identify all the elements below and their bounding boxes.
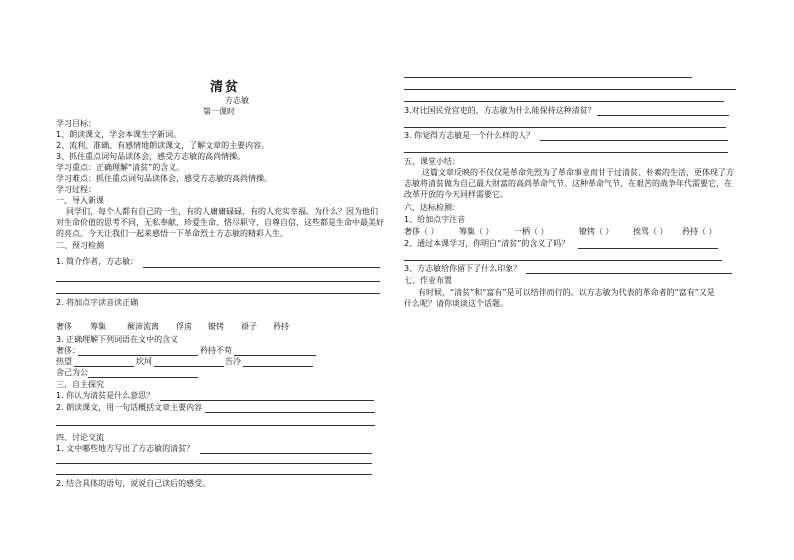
question-author: 1. 简介作者，方志敏： — [56, 257, 139, 266]
answer-line[interactable] — [56, 463, 372, 464]
intro-line-2: 对生命价值的思考不同，无私奉献、珍爱生命、恪尽职守、自尊自信，这些都是生命中最美好 — [56, 218, 384, 227]
pinyin-item: 奢侈（ ） — [404, 227, 439, 236]
impression-task: 3、方志敏给你留下了什么印象？ — [404, 264, 522, 273]
answer-line[interactable] — [404, 152, 728, 153]
homework-line-2: 什么呢？请你谈谈这个话题。 — [404, 299, 508, 308]
section-2-heading: 二、预习检测 — [56, 241, 104, 250]
answer-line[interactable] — [404, 260, 722, 261]
answer-line[interactable] — [88, 377, 198, 378]
section-4-heading: 四、讨论交流 — [56, 433, 104, 442]
answer-line[interactable] — [200, 453, 372, 454]
answer-line[interactable] — [404, 77, 692, 78]
answer-line[interactable] — [243, 366, 313, 367]
discussion-question-2: 2. 结合具体的语句，说说自己读后的感受。 — [56, 479, 211, 488]
objective-2: 2、流利、准确、有感情地朗读课文，了解文章的主要内容。 — [56, 141, 270, 150]
answer-line[interactable] — [56, 281, 380, 282]
discussion-question-1: 1. 文中哪些地方写出了方志敏的清贫？ — [56, 444, 195, 453]
answer-line[interactable] — [540, 140, 728, 141]
answer-line[interactable] — [526, 273, 732, 274]
section-7-heading: 七、作业布置 — [404, 276, 452, 285]
right-question-3: 3.对比国民党官吏的，方志敏为什么能保持这种清贫？ — [404, 106, 596, 115]
author-name: 方志敏 — [225, 96, 249, 105]
pinyin-item: 矜持（ ） — [682, 227, 717, 236]
question-meaning: 3. 正确理解下列词语在文中的含义 — [56, 335, 179, 344]
pinyin-task: 1、给加点字注音 — [404, 215, 466, 224]
meaning-task: 2、通过本课学习，你明白“清贫”的含义了吗？ — [404, 239, 570, 248]
answer-line[interactable] — [74, 366, 134, 367]
summary-line-1: 这篇文章反映的不仅仅是革命先烈为了革命事业而甘于过清贫、朴素的生活，更体现了方 — [422, 168, 734, 177]
section-6-heading: 六、达标检测： — [404, 203, 460, 212]
homework-line-1: 有时候，“清贫”和“富有”是可以结伴而行的。以方志敏为代表的革命者的“富有”又是 — [418, 288, 715, 297]
objective-1: 1、朗读课文，学会本课生字新词。 — [56, 130, 182, 139]
answer-line[interactable] — [404, 89, 736, 90]
question-pinyin: 2. 将加点字读音读正确 — [56, 298, 139, 307]
answer-line[interactable] — [578, 248, 718, 249]
summary-line-2: 志敏将清贫做为自己最大财富的高尚革命气节。这种革命气节，在艰苦的战争年代需要它，在 — [404, 179, 732, 188]
page-title: 清贫 — [210, 80, 241, 95]
word-item: 褂子 — [241, 322, 257, 331]
answer-line[interactable] — [205, 412, 375, 413]
key-point: 学习重点：正确理解“清贫”的含义。 — [56, 163, 185, 172]
lesson-label: 第一课时 — [203, 107, 235, 116]
explore-question-1: 1. 你认为清贫是什么意思？ — [56, 391, 155, 400]
right-question-person: 3. 你觉得方志敏是一个什么样的人？ — [404, 131, 535, 140]
section-3-heading: 三、自主探究 — [56, 380, 104, 389]
word-item: 矜持 — [273, 322, 289, 331]
explore-question-2: 2. 朗读课文，用一句话概括文章主要内容 — [56, 403, 203, 412]
summary-line-3: 改革开放的今天同样需要它。 — [404, 190, 508, 199]
term-reye: 热望 — [56, 357, 72, 366]
difficulty: 学习难点：抓住重点词句品读体会，感受方志敏的高尚情操。 — [56, 174, 272, 183]
intro-line-1: 同学们，每个人都有自己的一生，有的人庸庸碌碌，有的人充实幸福。为什么？因为他们 — [66, 207, 378, 216]
section-5-heading: 五、课堂小结： — [404, 157, 460, 166]
pinyin-item: 镣铐（ ） — [579, 227, 614, 236]
word-item: 镣铐 — [208, 322, 224, 331]
term-kanke: 坎坷 — [136, 357, 152, 366]
term-jinchi: 矜持不苟 — [200, 346, 232, 355]
pinyin-item: 一柄（ ） — [514, 227, 549, 236]
word-item: 筹集 — [90, 322, 106, 331]
term-shechi: 奢侈： — [56, 346, 80, 355]
process-heading: 学习过程： — [56, 185, 96, 194]
answer-line[interactable] — [143, 267, 380, 268]
word-item: 奢侈 — [56, 322, 72, 331]
term-shejigongong: 舍己为公 — [56, 368, 88, 377]
answer-line[interactable] — [56, 474, 372, 475]
answer-line[interactable] — [160, 400, 374, 401]
word-item: 俘虏 — [176, 322, 192, 331]
answer-line[interactable] — [597, 115, 729, 116]
objective-3: 3、抓住重点词句品读体会，感受方志敏的高尚情操。 — [56, 152, 246, 161]
intro-line-3: 的亮点。今天让我们一起来感悟一下革命烈士方志敏的精彩人生。 — [56, 229, 288, 238]
answer-line[interactable] — [78, 355, 198, 356]
answer-line[interactable] — [56, 425, 375, 426]
pinyin-item: 挨骂（ ） — [633, 227, 668, 236]
term-gaoling: 告冷 — [225, 357, 241, 366]
answer-line[interactable] — [234, 355, 316, 356]
answer-line[interactable] — [56, 293, 380, 294]
pinyin-item: 筹集（ ） — [459, 227, 494, 236]
word-item: 颠沛流离 — [127, 322, 159, 331]
answer-line[interactable] — [154, 366, 224, 367]
answer-line[interactable] — [404, 127, 726, 128]
objectives-heading: 学习目标： — [56, 119, 96, 128]
section-1-heading: 一、导入新课 — [56, 196, 104, 205]
answer-line[interactable] — [404, 101, 724, 102]
